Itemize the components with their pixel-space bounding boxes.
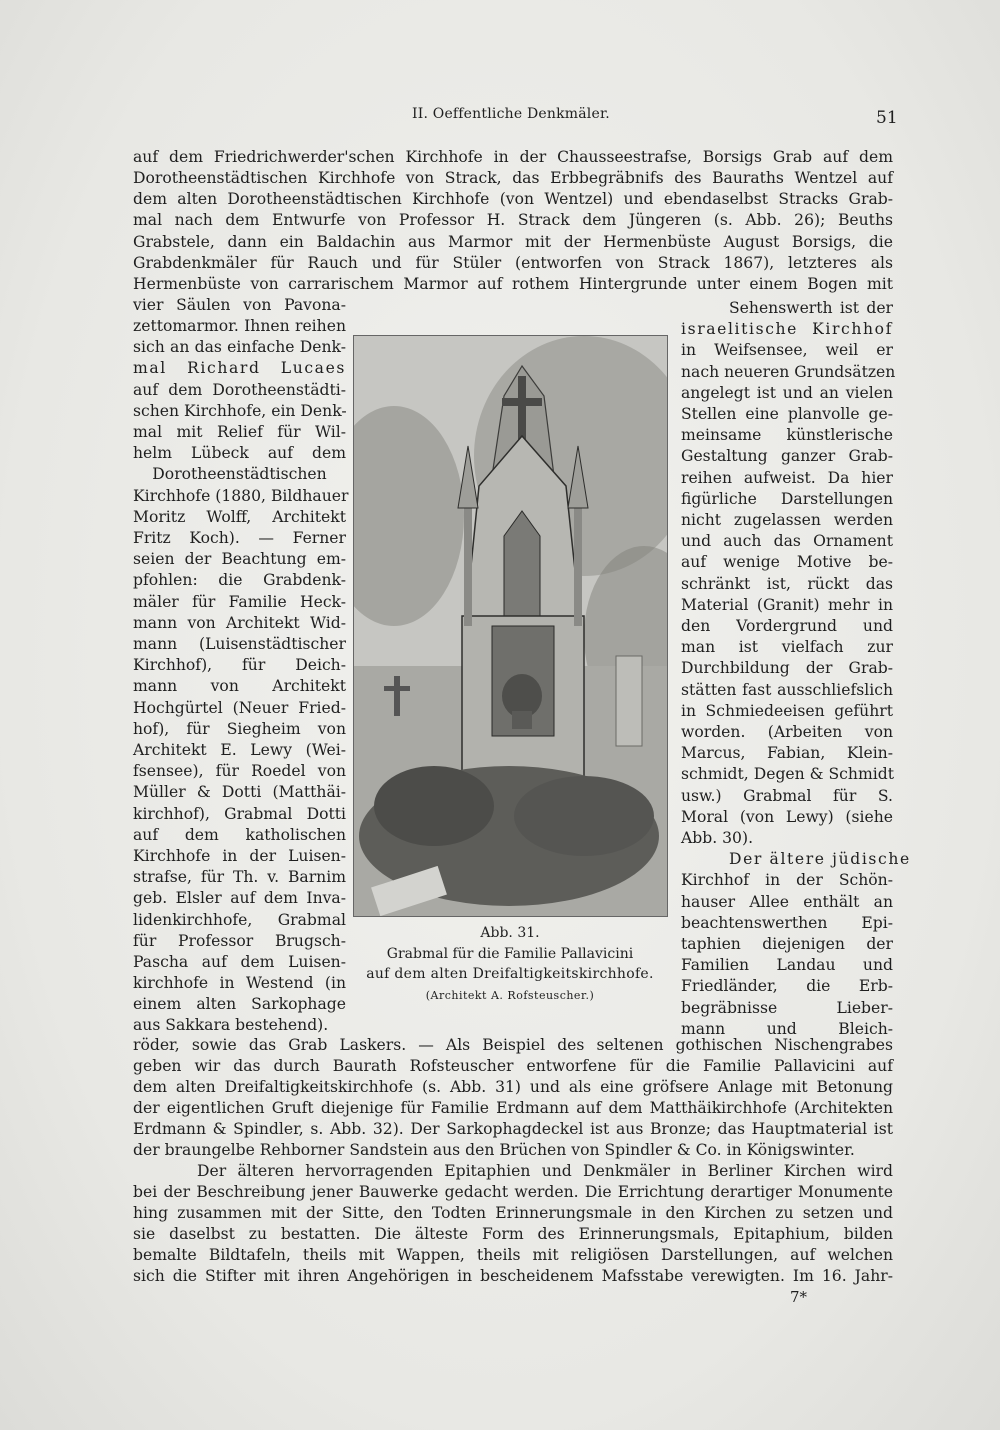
text-line: hauser Allee enthält an bbox=[681, 893, 893, 911]
text-line: usw.) Grabmal für S. bbox=[681, 787, 893, 805]
text-line: Friedländer, die Erb- bbox=[681, 977, 893, 995]
text-line: röder, sowie das Grab Laskers. — Als Beispiel des seltenen gothischen Nischengrabes bbox=[133, 1036, 893, 1054]
text-line: israelitische Kirchhof bbox=[681, 320, 893, 338]
text-line: dem alten Dorotheenstädtischen Kirchhofe (von Wentzel) und ebendaselbst Stracks Grab- bbox=[133, 190, 893, 208]
text-line: mann (Luisenstädtischer bbox=[133, 635, 346, 653]
text-line: auf dem Friedrichwerder'schen Kirchhofe in der Chausseestrafse, Borsigs Grab auf dem bbox=[133, 148, 893, 166]
text-line: Hochgürtel (Neuer Fried- bbox=[133, 699, 346, 717]
text-line: Architekt E. Lewy (Wei- bbox=[133, 741, 346, 759]
text-line: geb. Elsler auf dem Inva- bbox=[133, 889, 346, 907]
text-line: mann von Architekt Wid- bbox=[133, 614, 346, 632]
text-line: mann von Architekt bbox=[133, 677, 346, 695]
text-line: den Vordergrund und bbox=[681, 617, 893, 635]
text-line: meinsame künstlerische bbox=[681, 426, 893, 444]
text-line: reihen aufweist. Da hier bbox=[681, 469, 893, 487]
text-line: Der ältere jüdische bbox=[729, 850, 911, 868]
figure-caption-line: Grabmal für die Familie Pallavicini bbox=[386, 946, 634, 962]
text-line: auf dem Dorotheenstädti- bbox=[133, 381, 346, 399]
text-line: Dorotheenstädtischen bbox=[152, 465, 327, 483]
text-line: bei der Beschreibung jener Bauwerke gedacht werden. Die Errichtung derartiger Monumente bbox=[133, 1183, 893, 1201]
text-line: seien der Beachtung em- bbox=[133, 550, 346, 568]
text-line: nach neueren Grundsätzen bbox=[681, 363, 896, 381]
text-line: schränkt ist, rückt das bbox=[681, 575, 893, 593]
gravestone-illustration bbox=[354, 336, 667, 916]
text-line: pfohlen: die Grabdenk- bbox=[133, 571, 346, 589]
text-line: hing zusammen mit der Sitte, den Todten Erinnerungsmale in den Kirchen zu setzen und bbox=[133, 1204, 893, 1222]
page-number: 51 bbox=[876, 108, 898, 128]
text-line: Der älteren hervorragenden Epitaphien und Denkmäler in Berliner Kirchen wird bbox=[197, 1162, 893, 1180]
text-line: auf dem katholischen bbox=[133, 826, 346, 844]
text-line: Fritz Koch). — Ferner bbox=[133, 529, 346, 547]
text-line: in Schmiedeeisen geführt bbox=[681, 702, 893, 720]
text-line: zettomarmor. Ihnen reihen bbox=[133, 317, 346, 335]
text-line: stätten fast ausschliefslich bbox=[681, 681, 893, 699]
text-line: Kirchhof in der Schön- bbox=[681, 871, 893, 889]
text-line: figürliche Darstellungen bbox=[681, 490, 893, 508]
text-line: auf wenige Motive be- bbox=[681, 553, 893, 571]
figure-caption-line: auf dem alten Dreifaltigkeitskirchhofe. bbox=[366, 966, 654, 982]
text-line: mäler für Familie Heck- bbox=[133, 593, 346, 611]
text-line: in Weifsensee, weil er bbox=[681, 341, 893, 359]
text-line: sie daselbst zu bestatten. Die älteste Form des Erinnerungsmals, Epitaphium, bilden bbox=[133, 1225, 893, 1243]
text-line: Familien Landau und bbox=[681, 956, 893, 974]
text-line: Kirchhof), für Deich- bbox=[133, 656, 346, 674]
text-line: Hermenbüste von carrarischem Marmor auf rothem Hintergrunde unter einem Bogen mit bbox=[133, 275, 893, 293]
text-line: beachtenswerthen Epi- bbox=[681, 914, 893, 932]
text-line: Grabdenkmäler für Rauch und für Stüler (entworfen von Strack 1867), letzteres als bbox=[133, 254, 893, 272]
text-line: geben wir das durch Baurath Rofsteuscher entworfene für die Familie Pallavicini auf bbox=[133, 1057, 893, 1075]
page-header bbox=[0, 106, 1000, 128]
text-line: Moral (von Lewy) (siehe bbox=[681, 808, 893, 826]
text-line: Stellen eine planvolle ge- bbox=[681, 405, 893, 423]
text-line: strafse, für Th. v. Barnim bbox=[133, 868, 346, 886]
text-line: und auch das Ornament bbox=[681, 532, 893, 550]
figure-credit: (Architekt A. Rofsteuscher.) bbox=[425, 989, 595, 1002]
text-line: nicht zugelassen werden bbox=[681, 511, 893, 529]
text-line: fsensee), für Roedel von bbox=[133, 762, 346, 780]
text-line: für Professor Brugsch- bbox=[133, 932, 346, 950]
text-line: kirchhofe in Westend (in bbox=[133, 974, 346, 992]
text-line: mal Richard Lucaes bbox=[133, 359, 346, 377]
text-line: Gestaltung ganzer Grab- bbox=[681, 447, 893, 465]
text-line: Pascha auf dem Luisen- bbox=[133, 953, 346, 971]
text-line: der eigentlichen Gruft diejenige für Familie Erdmann auf dem Matthäikirchhofe (Architekten bbox=[133, 1099, 893, 1117]
text-line: taphien diejenigen der bbox=[681, 935, 893, 953]
text-line: worden. (Arbeiten von bbox=[681, 723, 893, 741]
text-line: begräbnisse Lieber- bbox=[681, 999, 893, 1017]
text-line: schmidt, Degen & Schmidt bbox=[681, 765, 894, 783]
text-line: mal nach dem Entwurfe von Professor H. Strack dem Jüngeren (s. Abb. 26); Beuths bbox=[133, 211, 893, 229]
text-line: aus Sakkara bestehend). bbox=[133, 1016, 329, 1034]
text-line: sich an das einfache Denk- bbox=[133, 338, 346, 356]
text-line: einem alten Sarkophage bbox=[133, 995, 346, 1013]
text-line: Müller & Dotti (Matthäi- bbox=[133, 783, 346, 801]
text-line: angelegt ist und an vielen bbox=[681, 384, 893, 402]
text-line: Dorotheenstädtischen Kirchhofe von Strack, das Erbbegräbnifs des Bauraths Wentzel auf bbox=[133, 169, 893, 187]
text-line: Abb. 30). bbox=[681, 829, 754, 847]
text-line: mann und Bleich- bbox=[681, 1020, 893, 1038]
running-title: II. Oeffentliche Denkmäler. bbox=[412, 106, 610, 122]
text-line: dem alten Dreifaltigkeitskirchhofe (s. Abb. 31) und als eine gröfsere Anlage mit Betonung bbox=[133, 1078, 893, 1096]
text-line: mal mit Relief für Wil- bbox=[133, 423, 346, 441]
figure-gravestone bbox=[353, 335, 668, 917]
text-line: Grabstele, dann ein Baldachin aus Marmor mit der Hermenbüste August Borsigs, die bbox=[133, 233, 893, 251]
text-line: kirchhof), Grabmal Dotti bbox=[133, 805, 346, 823]
text-line: Material (Granit) mehr in bbox=[681, 596, 893, 614]
text-line: Marcus, Fabian, Klein- bbox=[681, 744, 893, 762]
text-line: Kirchhofe in der Luisen- bbox=[133, 847, 346, 865]
text-line: hof), für Siegheim von bbox=[133, 720, 346, 738]
text-line: Kirchhofe (1880, Bildhauer bbox=[133, 487, 349, 505]
text-line: helm Lübeck auf dem bbox=[133, 444, 346, 462]
text-line: sich die Stifter mit ihren Angehörigen in bescheidenem Mafsstabe verewigten. Im 16. Jahr- bbox=[133, 1267, 893, 1285]
text-line: schen Kirchhofe, ein Denk- bbox=[133, 402, 347, 420]
text-line: Erdmann & Spindler, s. Abb. 32). Der Sarkophagdeckel ist aus Bronze; das Hauptmaterial ist bbox=[133, 1120, 893, 1138]
text-line: Durchbildung der Grab- bbox=[681, 659, 893, 677]
text-line: vier Säulen von Pavona- bbox=[133, 296, 346, 314]
text-line: der braungelbe Rehborner Sandstein aus den Brüchen von Spindler & Co. in Königswinter. bbox=[133, 1141, 855, 1159]
text-line: man ist vielfach zur bbox=[681, 638, 893, 656]
text-line: Moritz Wolff, Architekt bbox=[133, 508, 346, 526]
signature-mark: 7* bbox=[790, 1288, 808, 1306]
text-line: Sehenswerth ist der bbox=[729, 299, 893, 317]
figure-label: Abb. 31. bbox=[480, 925, 540, 941]
text-line: lidenkirchhofe, Grabmal bbox=[133, 911, 346, 929]
text-line: bemalte Bildtafeln, theils mit Wappen, theils mit religiösen Darstellungen, auf welchen bbox=[133, 1246, 893, 1264]
